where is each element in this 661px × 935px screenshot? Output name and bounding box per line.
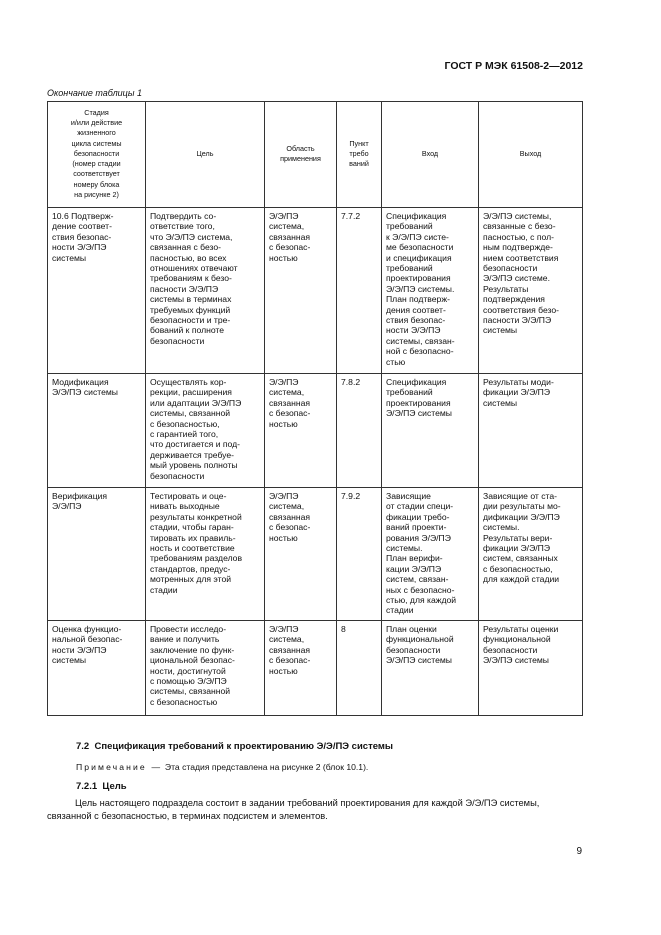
subsection-number: 7.2.1 [76, 781, 98, 792]
cell-clause: 7.9.2 [337, 488, 382, 621]
header-scope: Область применения [265, 102, 337, 208]
table-row [48, 488, 583, 621]
lifecycle-table [47, 101, 583, 716]
table-header-row [48, 102, 583, 208]
cell-scope: Э/Э/ПЭ система, связанная с безопас- ностью [265, 374, 337, 488]
note-text: Эта стадия представлена на рисунке 2 (блок 10.1). [164, 762, 369, 772]
cell-stage: Верификация Э/Э/ПЭ [48, 488, 146, 621]
cell-goal: Осуществлять кор- рекции, расширения или адаптации Э/Э/ПЭ системы, связанной с безопасностью, с гарантией того, что достигается и под- держивается требуе- мый уровень полноты безопасности [146, 374, 265, 488]
page-number: 9 [576, 846, 582, 857]
cell-scope: Э/Э/ПЭ система, связанная с безопас- ностью [265, 208, 337, 374]
cell-goal: Подтвердить со- ответствие того, что Э/Э/ПЭ система, связанная с безо- пасностью, во всех отношениях отвечают требованиям к безо- пасности Э/Э/ПЭ системы в терминах требуемых функций безопасности и тре- бований к полноте безопасности [146, 208, 265, 374]
header-input: Вход [382, 102, 479, 208]
cell-goal: Провести исследо- вание и получить заключение по функ- циональной безопас- ности, достигнутой с помощью Э/Э/ПЭ системы, связанной с безопасностью [146, 621, 265, 716]
table-caption: Окончание таблицы 1 [47, 88, 142, 98]
document-code: ГОСТ Р МЭК 61508-2—2012 [444, 60, 583, 72]
table-row [48, 621, 583, 716]
cell-clause: 7.7.2 [337, 208, 382, 374]
cell-output: Зависящие от ста- дии результаты мо- дификации Э/Э/ПЭ системы. Результаты вери- фикации Э/Э/ПЭ систем, связанных с безопасностью, для каждой стадии [479, 488, 583, 621]
cell-input: План оценки функциональной безопасности Э/Э/ПЭ системы [382, 621, 479, 716]
cell-scope: Э/Э/ПЭ система, связанная с безопас- ностью [265, 621, 337, 716]
table-row [48, 374, 583, 488]
section-title: Спецификация требований к проектированию Э/Э/ПЭ системы [94, 741, 394, 752]
subsection-title: Цель [102, 781, 127, 792]
note-label: Примечание [76, 762, 147, 772]
cell-clause: 7.8.2 [337, 374, 382, 488]
cell-output: Э/Э/ПЭ системы, связанные с безо- пасностью, с пол- ным подтвержде- нием соответствия безопасности Э/Э/ПЭ системе. Результаты подтверждения соответствия безо- пасности Э/Э/ПЭ системы [479, 208, 583, 374]
section-number: 7.2 [76, 741, 90, 752]
note [76, 762, 368, 772]
cell-stage: Модификация Э/Э/ПЭ системы [48, 374, 146, 488]
header-output: Выход [479, 102, 583, 208]
cell-input: Зависящие от стадии специ- фикации требо- ваний проекти- рования Э/Э/ПЭ системы. План верифи- кации Э/Э/ПЭ систем, связан- ных с безопасно- стью, для каждой стадии [382, 488, 479, 621]
cell-goal: Тестировать и оце- нивать выходные результаты конкретной стадии, чтобы гаран- тировать их правиль- ность и соответствие требованиям разделов стандартов, предус- мотренных для этой стадии [146, 488, 265, 621]
cell-input: Спецификация требований проектирования Э/Э/ПЭ системы [382, 374, 479, 488]
cell-stage: Оценка функцио- нальной безопас- ности Э/Э/ПЭ системы [48, 621, 146, 716]
note-dash: — [151, 762, 161, 772]
table-row [48, 208, 583, 374]
cell-output: Результаты моди- фикации Э/Э/ПЭ системы [479, 374, 583, 488]
cell-stage: 10.6 Подтверж- дение соответ- ствия безопас- ности Э/Э/ПЭ системы [48, 208, 146, 374]
header-goal: Цель [146, 102, 265, 208]
header-clause: Пункт требо ваний [337, 102, 382, 208]
cell-clause: 8 [337, 621, 382, 716]
cell-input: Спецификация требований к Э/Э/ПЭ систе- ме безопасности и спецификация требований проектирования Э/Э/ПЭ системы. План подтверж- дения соответ- ствия безопас- ности Э/Э/ПЭ системы, связан- ной с безопасно- стью [382, 208, 479, 374]
section-heading [76, 741, 393, 752]
cell-output: Результаты оценки функциональной безопасности Э/Э/ПЭ системы [479, 621, 583, 716]
subsection-heading [76, 781, 127, 792]
body-paragraph: Цель настоящего подраздела состоит в задании требований проектирования для каждой Э/Э/ПЭ системы, связанной с безопасностью, в терминах подсистем и элементов. [47, 798, 540, 821]
cell-scope: Э/Э/ПЭ система, связанная с безопас- ностью [265, 488, 337, 621]
header-stage: Стадия и/или действие жизненного цикла системы безопасности (номер стадии соответствует номеру блока на рисунке 2) [48, 102, 146, 208]
